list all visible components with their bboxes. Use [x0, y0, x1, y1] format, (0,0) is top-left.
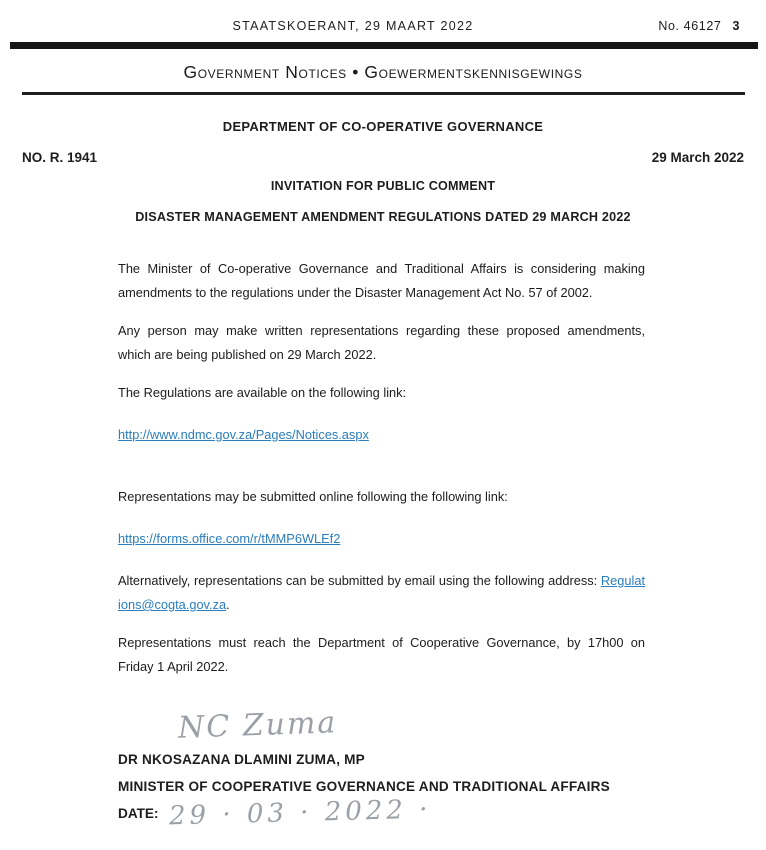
- para-regulations-link-intro: The Regulations are available on the following link:: [118, 385, 407, 400]
- signature-block: [118, 705, 706, 832]
- notice-meta-row: [22, 150, 744, 165]
- forms-link-line: [118, 527, 645, 551]
- page-number: 3: [732, 19, 740, 33]
- department-heading: DEPARTMENT OF CO-OPERATIVE GOVERNANCE: [222, 119, 544, 134]
- notice-date: 29 March 2022: [651, 150, 744, 165]
- forms-office-link[interactable]: https://forms.office.com/r/tMMP6WLEf2: [118, 531, 341, 546]
- masthead: [0, 0, 766, 36]
- para-deadline: Representations must reach the Department of Cooperative Governance, by 17h00 on Friday 1 April 2022.: [118, 635, 645, 674]
- para-written-representations: Any person may make written representations regarding these proposed amendments, which are being published on 29 March 2022.: [118, 323, 645, 362]
- para-email-suffix: .: [226, 597, 230, 612]
- regulations-email-link[interactable]: Regulations@cogta.gov.za: [118, 573, 645, 612]
- para-email-submission: [118, 569, 645, 617]
- signatory-title: MINISTER OF COOPERATIVE GOVERNANCE AND TRADITIONAL AFFAIRS: [118, 779, 610, 794]
- handwritten-signature: NC Zuma: [177, 705, 338, 746]
- section-title: Government Notices • Goewermentskennisgewings: [183, 62, 583, 82]
- date-row: [118, 794, 706, 832]
- journal-title: STAATSKOERANT, 29 MAART 2022: [232, 19, 474, 33]
- header-rule-thick: [10, 42, 758, 49]
- notice-number: NO. R. 1941: [22, 150, 98, 165]
- issue-info: [658, 19, 740, 33]
- document-body: [118, 257, 645, 679]
- ndmc-link-line: [118, 423, 645, 447]
- ndmc-notices-link[interactable]: http://www.ndmc.gov.za/Pages/Notices.aspx: [118, 427, 369, 442]
- regulations-heading: DISASTER MANAGEMENT AMENDMENT REGULATIONS DATED 29 MARCH 2022: [135, 210, 631, 224]
- header-rule-thin: [22, 92, 745, 95]
- signatory-name: DR NKOSAZANA DLAMINI ZUMA, MP: [118, 752, 365, 767]
- invitation-heading: INVITATION FOR PUBLIC COMMENT: [270, 179, 496, 193]
- para-online-submission-intro: Representations may be submitted online following the following link:: [118, 489, 508, 504]
- para-minister-considering: The Minister of Co-operative Governance and Traditional Affairs is considering making amendments to the regulations under the Disaster Management Act No. 57 of 2002.: [118, 261, 645, 300]
- handwritten-date: 29 · 03 · 2022 ·: [168, 794, 432, 832]
- date-label: DATE:: [118, 806, 159, 821]
- issue-number: No. 46127: [658, 19, 722, 33]
- para-email-prefix: Alternatively, representations can be submitted by email using the following address:: [118, 573, 601, 588]
